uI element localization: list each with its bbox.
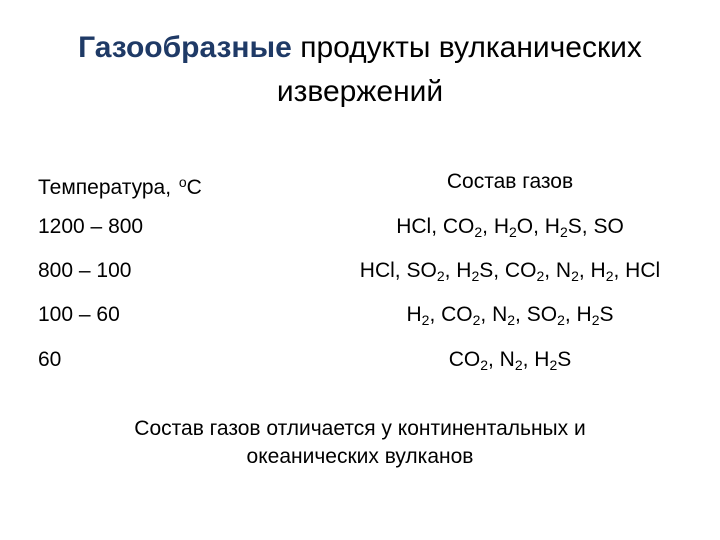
table-row — [0, 251, 720, 291]
formula-text: , CO — [431, 215, 475, 238]
formula-subscript: 2 — [507, 312, 516, 328]
footnote-line-2: океанических вулканов — [246, 445, 474, 468]
formula-subscript: 2 — [472, 312, 481, 328]
formula-text: O, H — [516, 215, 560, 238]
formula-text: CO — [448, 348, 481, 371]
temperature-unit: C — [186, 176, 202, 199]
row-temperature: 100 – 60 — [38, 303, 120, 326]
footnote-line-1: Состав газов отличается у континентальных и — [134, 417, 586, 440]
formula-text: , CO — [429, 303, 473, 326]
formula-text: , H — [522, 348, 550, 371]
title-line-1 — [0, 26, 720, 70]
formula-text: , N — [488, 348, 515, 371]
formula-text: , H — [444, 259, 472, 282]
formula-text: S, CO — [479, 259, 537, 282]
formula-text: S — [599, 303, 614, 326]
formula-text: , H — [564, 303, 592, 326]
formula-subscript: 2 — [436, 268, 445, 284]
footnote — [0, 415, 720, 471]
formula-subscript: 2 — [471, 268, 480, 284]
row-gases — [300, 340, 720, 385]
formula-text: HCl — [396, 215, 432, 238]
formula-subscript: 2 — [480, 357, 488, 373]
formula-subscript: 2 — [605, 268, 614, 284]
formula-text: H — [406, 303, 422, 326]
row-temperature: 800 – 100 — [38, 259, 132, 282]
title-bold-part: Газообразные — [78, 31, 292, 64]
formula-text: , H — [482, 215, 509, 238]
formula-subscript: 2 — [514, 357, 523, 373]
table-row — [0, 340, 720, 380]
formula-subscript: 2 — [557, 312, 565, 328]
formula-subscript: 2 — [536, 268, 545, 284]
formula-subscript: 2 — [421, 312, 430, 328]
title-line-2: извержений — [276, 75, 444, 108]
table-row — [0, 295, 720, 335]
formula-subscript: 2 — [559, 224, 568, 240]
row-temperature: 60 — [38, 348, 62, 371]
row-gases — [300, 295, 720, 340]
formula-subscript: 2 — [509, 224, 517, 240]
formula-text: , N — [544, 259, 572, 282]
formula-text: , HCl — [613, 259, 661, 282]
formula-subscript: 2 — [474, 224, 483, 240]
temperature-label: Температура, — [38, 176, 177, 199]
formula-subscript: 2 — [571, 268, 579, 284]
header-composition: Состав газов — [446, 170, 574, 193]
degree-symbol: o — [178, 174, 187, 190]
table-header-row — [0, 162, 720, 202]
formula-text: S, SO — [567, 215, 624, 238]
formula-text: , N — [480, 303, 508, 326]
formula-subscript: 2 — [549, 357, 558, 373]
title-line-1-rest: продукты вулканических — [291, 31, 642, 64]
row-gases — [300, 251, 720, 296]
row-temperature: 1200 – 800 — [38, 215, 144, 238]
formula-subscript: 2 — [591, 312, 600, 328]
table-row — [0, 207, 720, 247]
page-title — [0, 26, 720, 114]
formula-text: , H — [578, 259, 606, 282]
formula-text: HCl, SO — [359, 259, 437, 282]
formula-text: , SO — [515, 303, 558, 326]
row-gases — [300, 207, 720, 252]
formula-text: S — [557, 348, 572, 371]
header-temperature — [38, 162, 202, 208]
